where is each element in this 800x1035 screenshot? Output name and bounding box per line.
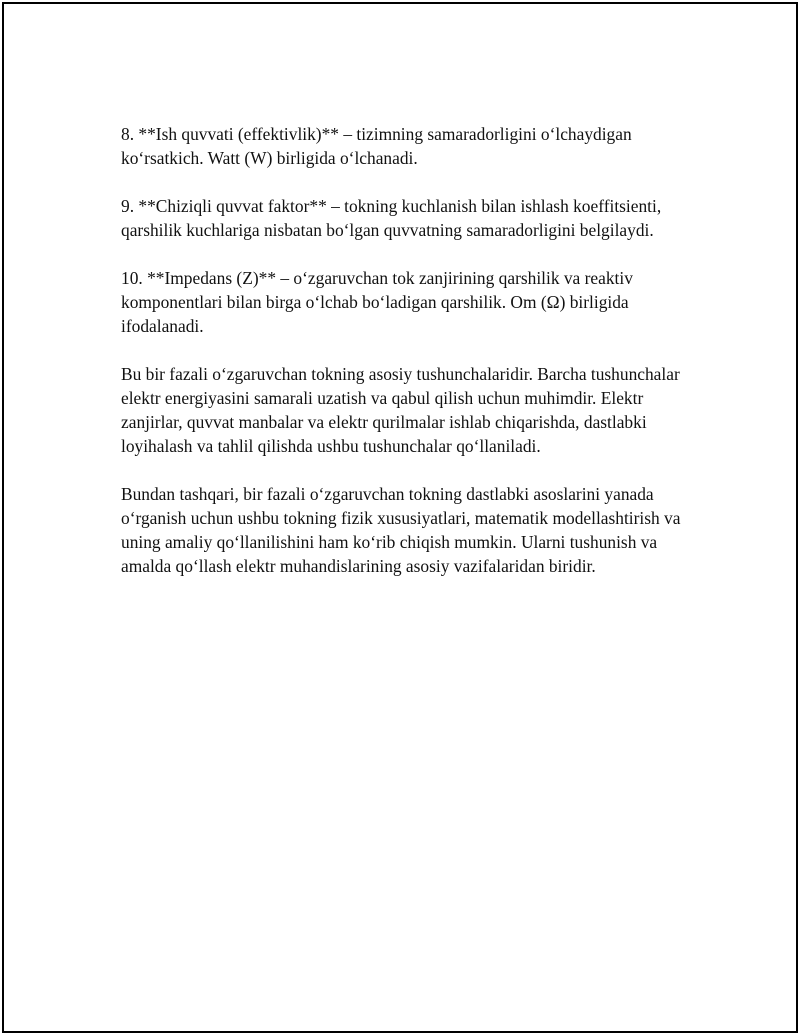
document-page [2,2,798,1033]
paragraph-ish-quvvati: 8. **Ish quvvati (effektivlik)** – tizimning samaradorligini o‘lchaydigan ko‘rsatkich. Watt (W) birligida o‘lchanadi. [121,124,632,168]
paragraph-additional-info: Bundan tashqari, bir fazali o‘zgaruvchan tokning dastlabki asoslarini yanada o‘rganish uchun ushbu tokning fizik xususiyatlari, matematik modellashtirish va uning amaliy qo‘llanilishini ham ko‘rib chiqish mumkin. Ularni tushunish va amalda qo‘llash elektr muhandislarining asosiy vazifalaridan biridir. [121,484,681,576]
paragraph-impedans: 10. **Impedans (Z)** – o‘zgaruvchan tok zanjirining qarshilik va reaktiv komponentlari bilan birga o‘lchab bo‘ladigan qarshilik. Om (Ω) birligida ifodalanadi. [121,268,633,336]
paragraph-summary: Bu bir fazali o‘zgaruvchan tokning asosiy tushunchalaridir. Barcha tushunchalar elektr energiyasini samarali uzatish va qabul qilish uchun muhimdir. Elektr zanjirlar, quvvat manbalar va elektr qurilmalar ishlab chiqarishda, dastlabki loyihalash va tahlil qilishda ushbu tushunchalar qo‘llaniladi. [121,364,680,456]
paragraph-chiziqli-quvvat-faktor: 9. **Chiziqli quvvat faktor** – tokning kuchlanish bilan ishlash koeffitsienti, qarshilik kuchlariga nisbatan bo‘lgan quvvatning samaradorligini belgilaydi. [121,196,662,240]
document-body [121,122,696,602]
